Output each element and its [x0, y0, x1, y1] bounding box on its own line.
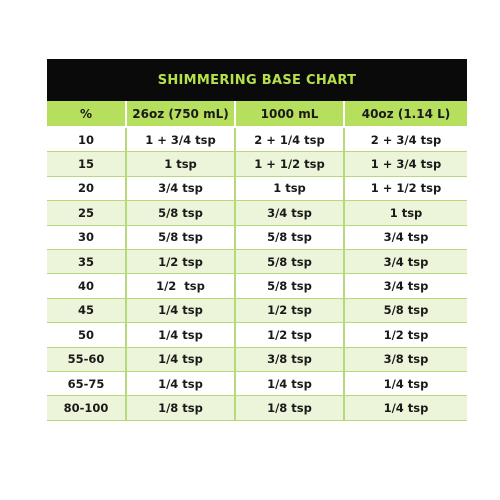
amount-26oz-cell: 1/4 tsp [127, 299, 236, 323]
percent-cell: 30 [47, 226, 127, 250]
header-percent: % [47, 101, 127, 128]
percent-cell: 20 [47, 177, 127, 201]
amount-40oz-cell: 1 + 1/2 tsp [345, 177, 467, 201]
amount-40oz-cell: 2 + 3/4 tsp [345, 128, 467, 152]
amount-26oz-cell: 1 tsp [127, 152, 236, 176]
amount-1000ml-cell: 2 + 1/4 tsp [236, 128, 345, 152]
amount-40oz-cell: 3/4 tsp [345, 274, 467, 298]
amount-26oz-cell: 1/8 tsp [127, 396, 236, 420]
amount-26oz-cell: 1/2 tsp [127, 250, 236, 274]
amount-26oz-cell: 1/4 tsp [127, 323, 236, 347]
percent-cell: 55-60 [47, 348, 127, 372]
amount-26oz-cell: 1/4 tsp [127, 348, 236, 372]
amount-1000ml-cell: 5/8 tsp [236, 226, 345, 250]
header-26oz: 26oz (750 mL) [127, 101, 236, 128]
amount-40oz-cell: 3/8 tsp [345, 348, 467, 372]
amount-1000ml-cell: 3/8 tsp [236, 348, 345, 372]
amount-26oz-cell: 5/8 tsp [127, 201, 236, 225]
percent-cell: 10 [47, 128, 127, 152]
amount-1000ml-cell: 1 + 1/2 tsp [236, 152, 345, 176]
percent-cell: 35 [47, 250, 127, 274]
amount-1000ml-cell: 1/2 tsp [236, 323, 345, 347]
amount-1000ml-cell: 1/4 tsp [236, 372, 345, 396]
percent-cell: 40 [47, 274, 127, 298]
amount-1000ml-cell: 1/2 tsp [236, 299, 345, 323]
amount-40oz-cell: 3/4 tsp [345, 250, 467, 274]
percent-cell: 45 [47, 299, 127, 323]
amount-26oz-cell: 1 + 3/4 tsp [127, 128, 236, 152]
dosage-table [47, 101, 467, 421]
header-1000ml: 1000 mL [236, 101, 345, 128]
amount-26oz-cell: 3/4 tsp [127, 177, 236, 201]
header-40oz: 40oz (1.14 L) [345, 101, 467, 128]
amount-1000ml-cell: 5/8 tsp [236, 274, 345, 298]
amount-1000ml-cell: 3/4 tsp [236, 201, 345, 225]
amount-40oz-cell: 1/2 tsp [345, 323, 467, 347]
percent-cell: 80-100 [47, 396, 127, 420]
percent-cell: 25 [47, 201, 127, 225]
amount-26oz-cell: 1/4 tsp [127, 372, 236, 396]
shimmering-base-chart [47, 59, 467, 439]
percent-cell: 65-75 [47, 372, 127, 396]
amount-40oz-cell: 1/4 tsp [345, 372, 467, 396]
chart-title-bar [47, 59, 467, 101]
amount-40oz-cell: 1 tsp [345, 201, 467, 225]
percent-cell: 50 [47, 323, 127, 347]
amount-40oz-cell: 5/8 tsp [345, 299, 467, 323]
chart-title: SHIMMERING BASE CHART [157, 72, 357, 88]
amount-1000ml-cell: 1 tsp [236, 177, 345, 201]
percent-cell: 15 [47, 152, 127, 176]
amount-40oz-cell: 1/4 tsp [345, 396, 467, 420]
amount-1000ml-cell: 1/8 tsp [236, 396, 345, 420]
amount-40oz-cell: 3/4 tsp [345, 226, 467, 250]
amount-1000ml-cell: 5/8 tsp [236, 250, 345, 274]
amount-26oz-cell: 5/8 tsp [127, 226, 236, 250]
amount-26oz-cell: 1/2 tsp [127, 274, 236, 298]
amount-40oz-cell: 1 + 3/4 tsp [345, 152, 467, 176]
